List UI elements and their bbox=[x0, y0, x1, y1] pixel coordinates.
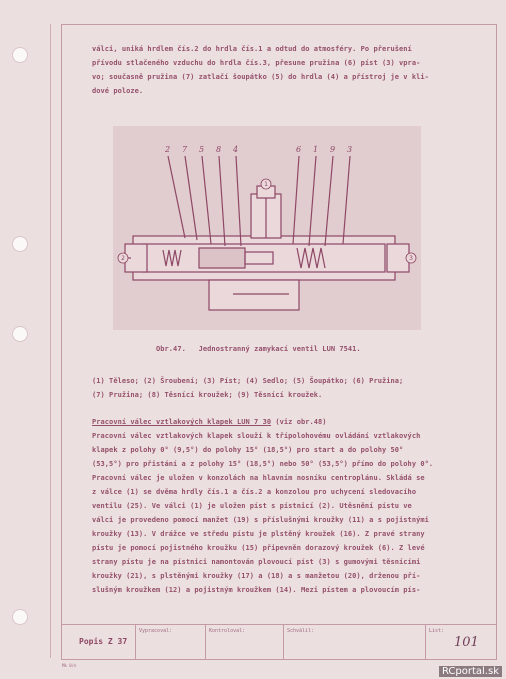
callout-label: 9 bbox=[330, 145, 336, 154]
punch-hole bbox=[12, 236, 28, 252]
intro-line: vo; současně pružina (7) zatlačí šoupátko (5) do hrdla (4) a přístroj je v kli- bbox=[92, 73, 429, 81]
section-line: z válce (1) se dvěma hrdly čís.1 a čís.2 a konzolou pro uchycení sledovacího bbox=[92, 488, 417, 496]
figure-valve-drawing bbox=[113, 126, 421, 330]
callout-label: 2 bbox=[165, 145, 171, 154]
figure-legend-line: (7) Pružina; (8) Těsnící kroužek; (9) Těsnící kroužek. bbox=[92, 391, 323, 399]
section-line: válci je provedeno pomocí manžet (19) s příslušnými kroužky (11) a s pojistnými bbox=[92, 516, 429, 524]
callout-label: 1 bbox=[264, 181, 268, 188]
punch-hole bbox=[12, 609, 28, 625]
watermark: RCportal.sk bbox=[439, 666, 502, 677]
section-line: Pracovní válec vztlakových klapek slouží k třípolohovému ovládání vztlakových bbox=[92, 432, 421, 440]
section-line: (53,5°) pro přistání a z polohy 15° (18,5°) nebo 50° (53,5°) přímo do polohy 0°. bbox=[92, 460, 434, 468]
title-block-cell bbox=[205, 625, 284, 659]
field-label: Vypracoval: bbox=[139, 628, 173, 634]
field-label: Kontroloval: bbox=[209, 628, 246, 634]
intro-line: válci, uniká hrdlem čís.2 do hrdla čís.1 a odtud do atmosféry. Po přerušení bbox=[92, 45, 412, 53]
intro-line: přívodu stlačeného vzduchu do hrdla čís.3, přesune pružina (6) píst (3) vpra- bbox=[92, 59, 421, 67]
title-block bbox=[61, 624, 496, 659]
section-line: slušným kroužkem (12) a pojistným kroužkem (14). Mezi pístem a plovoucím pís- bbox=[92, 586, 421, 594]
callout-label: 3 bbox=[347, 145, 353, 154]
callout-label: 4 bbox=[233, 145, 239, 154]
title-block-sheet bbox=[425, 625, 497, 659]
sheet-number: 101 bbox=[454, 635, 479, 650]
section-heading-suffix: (viz obr.48) bbox=[271, 418, 327, 426]
intro-line: dové poloze. bbox=[92, 87, 144, 95]
callout-label: 1 bbox=[313, 145, 319, 154]
callout-label: 3 bbox=[409, 255, 413, 262]
field-label: Schválil: bbox=[287, 628, 315, 634]
sheet-label: List: bbox=[429, 628, 445, 634]
figure-legend-line: (1) Těleso; (2) Šroubení; (3) Píst; (4) Sedlo; (5) Šoupátko; (6) Pružina; bbox=[92, 377, 404, 385]
section-line: ventilu (25). Ve válci (1) je uložen píst s pístnicí (2). Utěsnění pístu ve bbox=[92, 502, 412, 510]
valve-cross-section bbox=[113, 126, 421, 330]
section-line: klapek z polohy 0° (9,5°) do polohy 15° (18,5°) pro start a do polohy 50° bbox=[92, 446, 404, 454]
section-heading-row bbox=[92, 416, 327, 429]
callout-label: 2 bbox=[121, 255, 125, 262]
title-block-cell bbox=[135, 625, 206, 659]
punch-hole bbox=[12, 326, 28, 342]
punch-hole bbox=[12, 47, 28, 63]
title-block-cell bbox=[283, 625, 426, 659]
figure-caption: Obr.47. Jednostranný zamykací ventil LUN 7541. bbox=[156, 345, 361, 353]
callout-label: 8 bbox=[216, 145, 222, 154]
section-heading: Pracovní válec vztlakových klapek LUN 7 30 bbox=[92, 418, 272, 426]
doc-label: Popis Z 37 bbox=[79, 637, 128, 646]
section-line: strany pístu je na pístnici namontován plovoucí píst (3) s gumovými těsnícími bbox=[92, 558, 421, 566]
callout-label: 5 bbox=[199, 145, 205, 154]
section-line: kroužky (13). V drážce ve středu pístu je plstěný kroužek (16). Z pravé strany bbox=[92, 530, 425, 538]
title-block-doc bbox=[61, 625, 128, 659]
section-line: kroužky (21), s plstěnými kroužky (17) a (18) a s manžetou (20), drženou pří- bbox=[92, 572, 421, 580]
margin-line bbox=[50, 24, 51, 658]
section-line: Pracovní válec je uložen v konzolách na hlavním nosníku centroplánu. Skládá se bbox=[92, 474, 425, 482]
section-line: pístu je pomocí pojistného kroužku (15) připevněn dorazový kroužek (6). Z levé bbox=[92, 544, 425, 552]
corner-mark: Mk 0/n bbox=[62, 663, 77, 668]
callout-label: 6 bbox=[296, 145, 302, 154]
callout-label: 7 bbox=[182, 145, 188, 154]
